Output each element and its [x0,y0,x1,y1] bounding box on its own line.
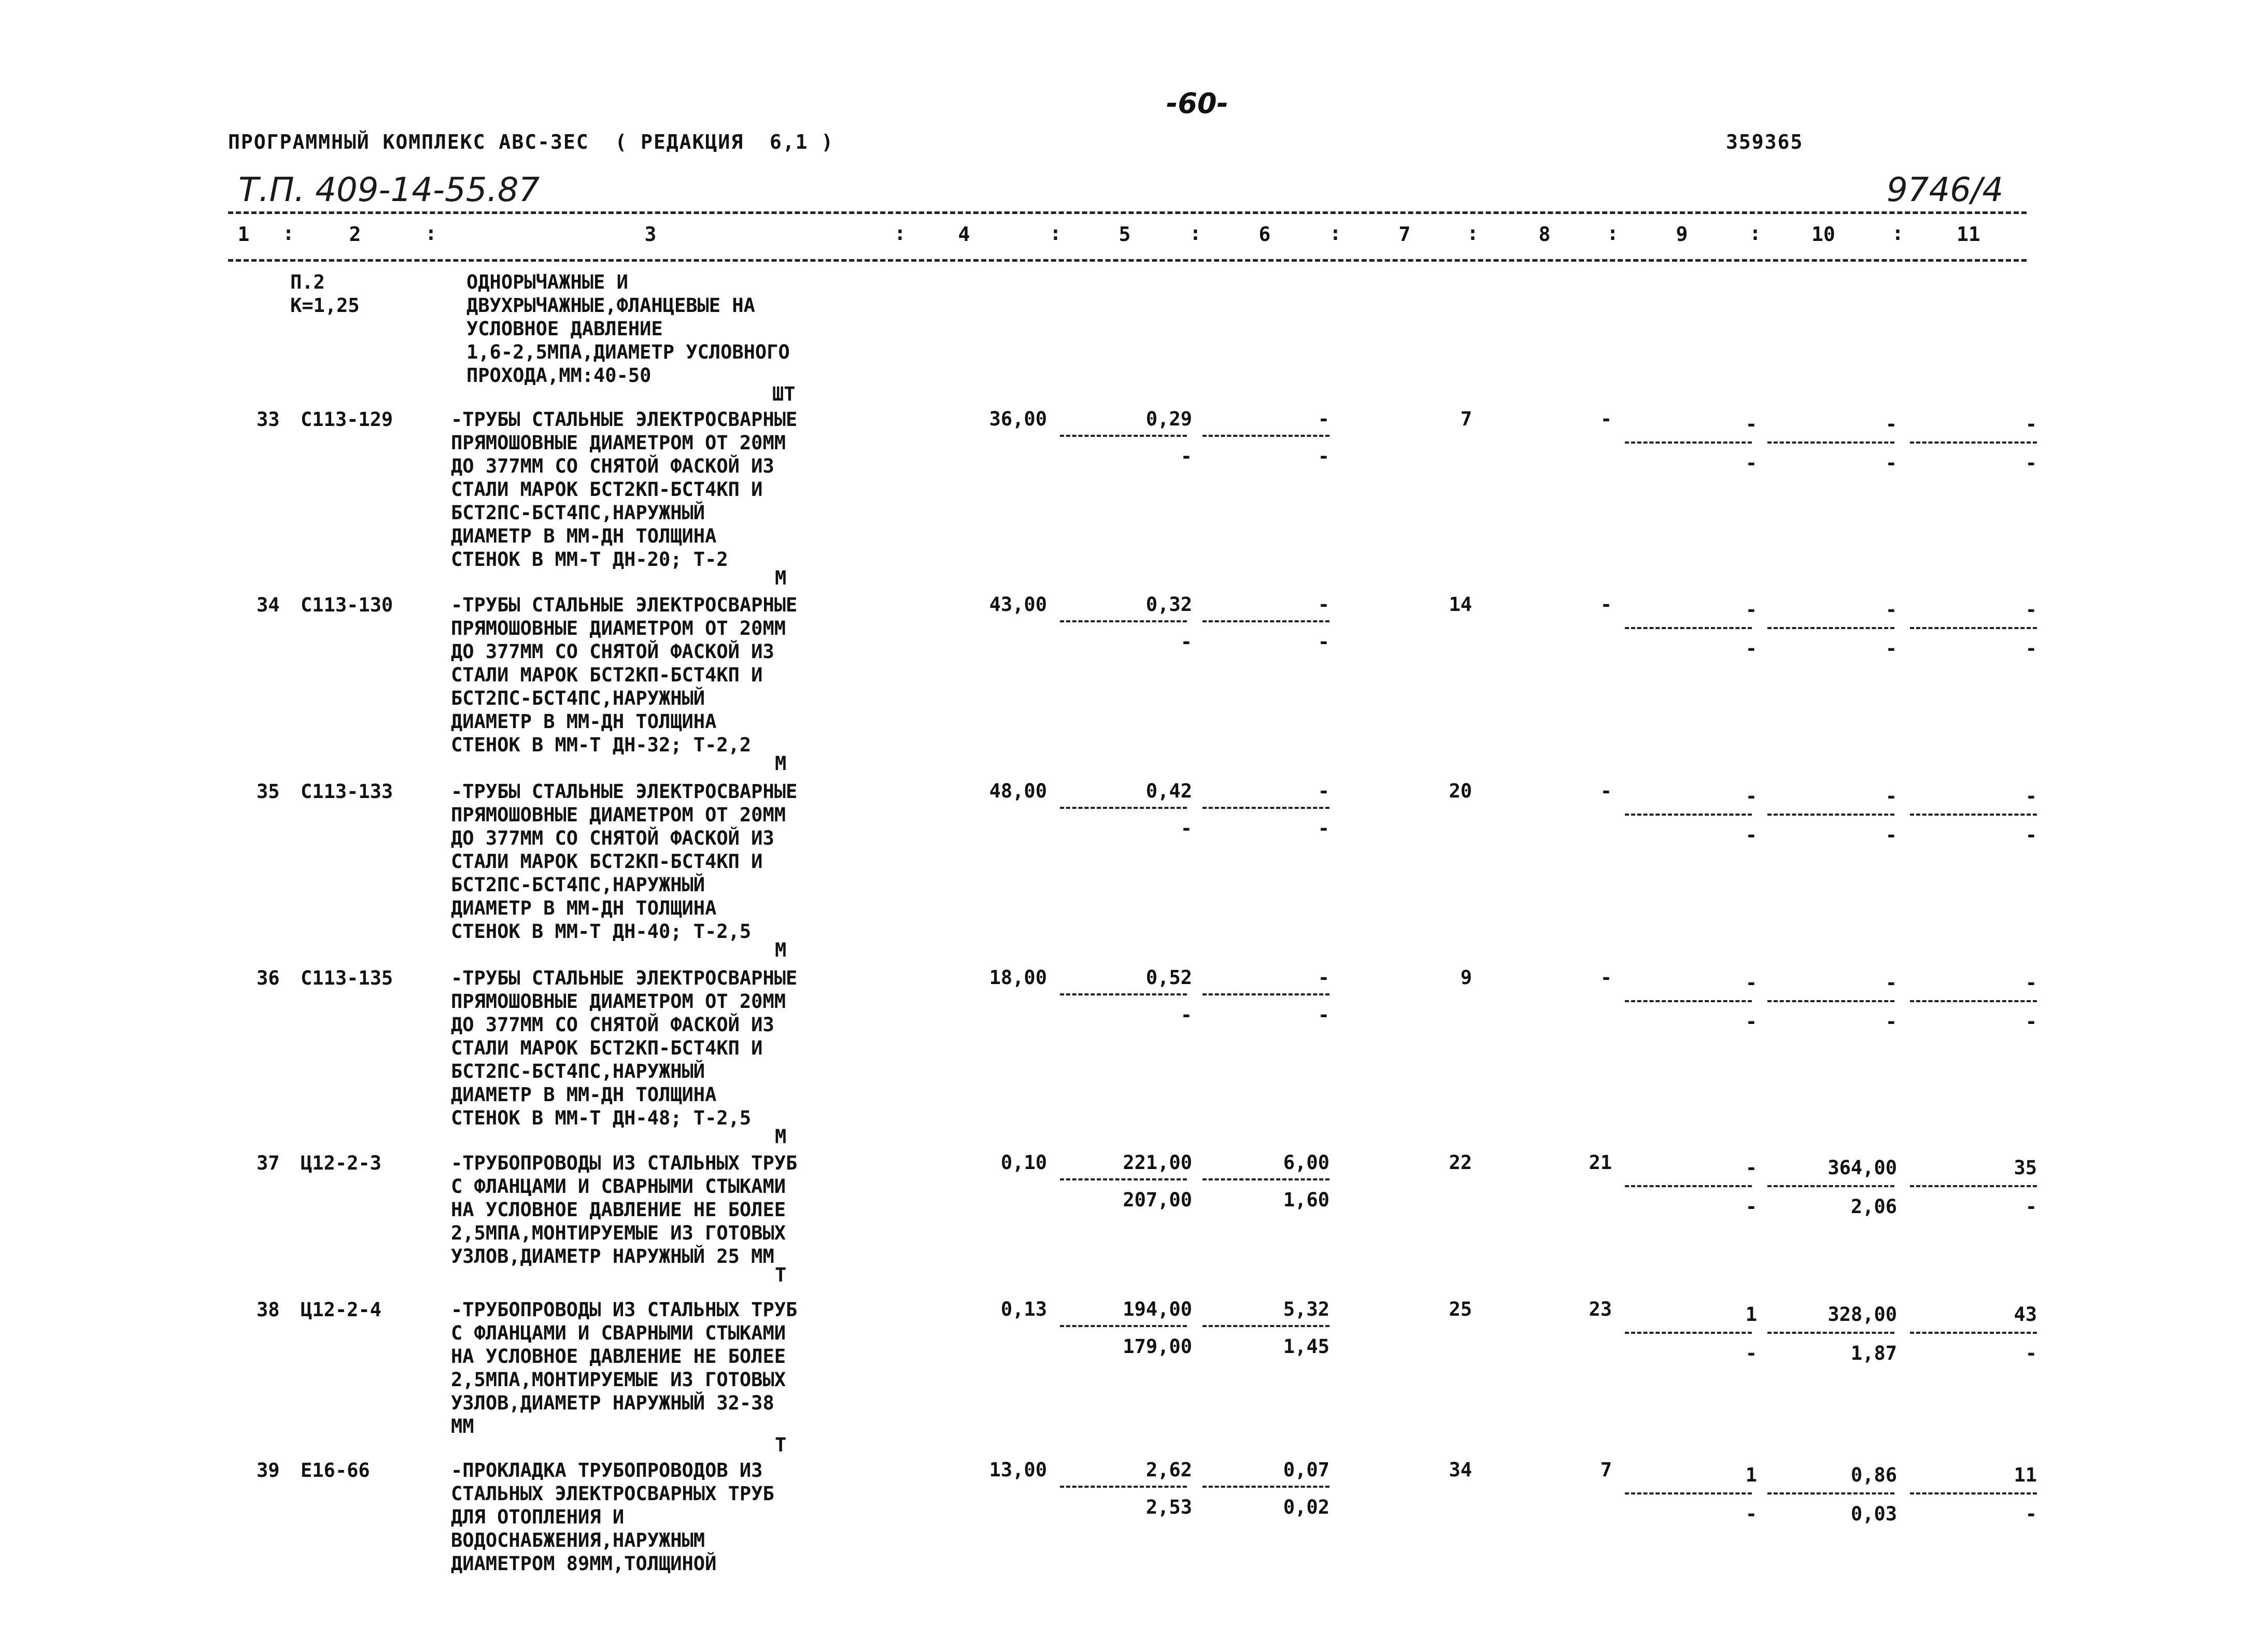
fraction-rule-col11 [1910,1000,2037,1002]
fraction-rule-col9 [1625,1185,1752,1187]
fraction-rule-col10 [1767,627,1894,629]
fraction-rule-col11 [1910,442,2037,444]
column-number: 1 [237,223,250,246]
row-code: С113-135 [301,967,393,989]
fraction-rule-col9 [1625,1332,1752,1334]
cell-col9: - [1745,785,1757,807]
cell-col6-denominator: - [1318,817,1329,839]
cell-col5-denominator: - [1180,817,1192,839]
cell-col10-denominator: - [1885,452,1897,474]
row-description-line: СТЕНОК В ММ-Т ДН-48; Т-2,5 [451,1107,752,1129]
row-description-line: -ТРУБЫ СТАЛЬНЫЕ ЭЛЕКТРОСВАРНЫЕ [451,408,798,431]
cell-col5: 221,00 [1123,1151,1192,1174]
column-number: 9 [1676,223,1688,246]
cell-col8: - [1600,966,1612,989]
row-description-line: ДО 377ММ СО СНЯТОЙ ФАСКОЙ ИЗ [451,455,774,477]
fraction-rule-col9 [1625,442,1752,444]
fraction-rule-col10 [1767,1000,1894,1002]
fraction-rule-col5 [1060,1486,1187,1488]
column-separator: : [894,222,906,245]
column-separator: : [1190,222,1201,245]
cell-col5: 2,62 [1145,1459,1192,1481]
cell-col11-denominator: - [2025,1503,2037,1525]
row-description-line: УЗЛОВ,ДИАМЕТР НАРУЖНЫЙ 32-38 [451,1392,774,1414]
column-number: 2 [349,223,361,246]
cell-col10: - [1885,599,1897,621]
row-code: Е16-66 [301,1459,370,1482]
cell-col9-denominator: - [1745,1195,1757,1218]
cell-col7: 25 [1449,1298,1472,1320]
fraction-rule-col11 [1910,627,2037,629]
program-title: ПРОГРАММНЫЙ КОМПЛЕКС АВС-ЗЕС ( РЕДАКЦИЯ 6,1 ) [228,131,834,153]
row-description-line: НА УСЛОВНОЕ ДАВЛЕНИЕ НЕ БОЛЕЕ [451,1199,786,1221]
row-number: 33 [257,408,280,431]
fraction-rule-col5 [1060,435,1187,437]
row-description-line: С ФЛАНЦАМИ И СВАРНЫМИ СТЫКАМИ [451,1175,786,1198]
cell-col10: 328,00 [1828,1303,1897,1326]
cell-col6: - [1318,408,1329,430]
row-description-line: ПРЯМОШОВНЫЕ ДИАМЕТРОМ ОТ 20ММ [451,617,786,639]
fraction-rule-col10 [1767,1492,1894,1494]
cell-col10-denominator: - [1885,824,1897,846]
cell-col5-denominator: - [1180,1004,1192,1026]
fraction-rule-col11 [1910,1185,2037,1187]
header-rule-bottom [228,259,2027,262]
column-number: 3 [644,223,657,246]
row-number: 36 [257,967,280,989]
row-description-line: СТАЛИ МАРОК БСТ2КП-БСТ4КП И [451,850,763,873]
row-code: Ц12-2-3 [301,1152,381,1174]
cell-col9: 1 [1745,1303,1757,1326]
row-description-line: СТЕНОК В ММ-Т ДН-40; Т-2,5 [451,920,752,943]
cell-col9-denominator: - [1745,824,1757,846]
cell-col8: 21 [1589,1151,1612,1174]
intro-unit: ШТ [772,383,796,405]
row-description-line: -ТРУБЫ СТАЛЬНЫЕ ЭЛЕКТРОСВАРНЫЕ [451,967,798,989]
fraction-rule-col6 [1202,620,1329,622]
cell-col6: - [1318,780,1329,802]
intro-description-line: УСЛОВНОЕ ДАВЛЕНИЕ [466,318,663,340]
column-separator: : [425,222,437,245]
cell-col10-denominator: 0,03 [1850,1503,1897,1525]
cell-col9: - [1745,599,1757,621]
cell-col9-denominator: - [1745,452,1757,474]
intro-description-line: ПРОХОДА,ММ:40-50 [466,364,652,387]
row-description-line: 2,5МПА,МОНТИРУЕМЫЕ ИЗ ГОТОВЫХ [451,1369,786,1391]
row-description-line: ДЛЯ ОТОПЛЕНИЯ И [451,1506,625,1528]
cell-col5-denominator: - [1180,445,1192,467]
cell-col5: 0,42 [1145,780,1192,802]
row-description-line: СТЕНОК В ММ-Т ДН-32; Т-2,2 [451,734,752,756]
fraction-rule-col10 [1767,1185,1894,1187]
cell-col5-denominator: - [1180,631,1192,653]
row-description-line: -ПРОКЛАДКА ТРУБОПРОВОДОВ ИЗ [451,1459,763,1482]
fraction-rule-col5 [1060,993,1187,995]
row-unit: Т [775,1434,787,1456]
cell-col7: 9 [1460,966,1472,989]
fraction-rule-col10 [1767,814,1894,816]
cell-col9: - [1745,972,1757,994]
cell-col9-denominator: - [1745,1010,1757,1033]
cell-col9: 1 [1745,1464,1757,1486]
fraction-rule-col6 [1202,1486,1329,1488]
cell-col9: - [1745,413,1757,435]
cell-col8: - [1600,593,1612,616]
column-number: 5 [1119,223,1131,246]
cell-col4: 43,00 [989,593,1047,616]
column-separator: : [1607,222,1619,245]
cell-col5: 194,00 [1123,1298,1192,1320]
cell-col9-denominator: - [1745,637,1757,660]
column-separator: : [1467,222,1479,245]
row-code: С113-133 [301,780,393,803]
row-description-line: ДИАМЕТР В ММ-ДН ТОЛЩИНА [451,710,717,733]
cell-col8: 23 [1589,1298,1612,1320]
fraction-rule-col9 [1625,814,1752,816]
fraction-rule-col5 [1060,807,1187,809]
row-description-line: -ТРУБОПРОВОДЫ ИЗ СТАЛЬНЫХ ТРУБ [451,1299,798,1321]
row-number: 39 [257,1459,280,1482]
intro-description-line: ДВУХРЫЧАЖНЫЕ,ФЛАНЦЕВЫЕ НА [466,294,755,317]
row-description-line: БСТ2ПС-БСТ4ПС,НАРУЖНЫЙ [451,502,705,524]
cell-col6: - [1318,593,1329,616]
cell-col11-denominator: - [2025,1010,2037,1033]
cell-col7: 22 [1449,1151,1472,1174]
cell-col11-denominator: - [2025,637,2037,660]
fraction-rule-col9 [1625,627,1752,629]
row-description-line: ПРЯМОШОВНЫЕ ДИАМЕТРОМ ОТ 20ММ [451,804,786,826]
column-number: 8 [1538,223,1551,246]
row-description-line: БСТ2ПС-БСТ4ПС,НАРУЖНЫЙ [451,1060,705,1083]
row-unit: М [775,1126,787,1148]
row-description-line: ПРЯМОШОВНЫЕ ДИАМЕТРОМ ОТ 20ММ [451,432,786,454]
cell-col6: 5,32 [1283,1298,1329,1320]
cell-col10: 364,00 [1828,1157,1897,1179]
column-number: 11 [1957,223,1980,246]
cell-col10: - [1885,972,1897,994]
cell-col11: 11 [2014,1464,2037,1486]
cell-col7: 14 [1449,593,1472,616]
cell-col4: 0,10 [1000,1151,1047,1174]
fraction-rule-col11 [1910,1332,2037,1334]
fraction-rule-col9 [1625,1000,1752,1002]
row-description-line: -ТРУБОПРОВОДЫ ИЗ СТАЛЬНЫХ ТРУБ [451,1152,798,1174]
cell-col9-denominator: - [1745,1342,1757,1364]
fraction-rule-col6 [1202,807,1329,809]
row-description-line: 2,5МПА,МОНТИРУЕМЫЕ ИЗ ГОТОВЫХ [451,1222,786,1244]
row-description-line: -ТРУБЫ СТАЛЬНЫЕ ЭЛЕКТРОСВАРНЫЕ [451,780,798,803]
column-separator: : [1749,222,1761,245]
header-rule-top [228,211,2027,214]
fraction-rule-col6 [1202,1325,1329,1327]
column-number: 6 [1258,223,1271,246]
row-description-line: НА УСЛОВНОЕ ДАВЛЕНИЕ НЕ БОЛЕЕ [451,1345,786,1368]
cell-col10-denominator: 2,06 [1850,1195,1897,1218]
fraction-rule-col6 [1202,1178,1329,1180]
column-separator: : [282,222,294,245]
row-description-line: ДО 377ММ СО СНЯТОЙ ФАСКОЙ ИЗ [451,640,774,663]
row-description-line: ММ [451,1415,474,1437]
cell-col10-denominator: - [1885,1010,1897,1033]
row-description-line: -ТРУБЫ СТАЛЬНЫЕ ЭЛЕКТРОСВАРНЫЕ [451,594,798,616]
row-description-line: ВОДОСНАБЖЕНИЯ,НАРУЖНЫМ [451,1529,705,1551]
cell-col5: 0,29 [1145,408,1192,430]
row-number: 35 [257,780,280,803]
fraction-rule-col6 [1202,993,1329,995]
row-description-line: СТАЛИ МАРОК БСТ2КП-БСТ4КП И [451,1037,763,1059]
row-description-line: ДИАМЕТР В ММ-ДН ТОЛЩИНА [451,897,717,919]
cell-col4: 13,00 [989,1459,1047,1481]
row-code: С113-130 [301,594,393,616]
fraction-rule-col10 [1767,442,1894,444]
cell-col4: 18,00 [989,966,1047,989]
cell-col8: 7 [1600,1459,1612,1481]
cell-col6-denominator: - [1318,445,1329,467]
cell-col11-denominator: - [2025,1342,2037,1364]
intro-description-line: 1,6-2,5МПА,ДИАМЕТР УСЛОВНОГО [466,341,790,363]
cell-col6: 6,00 [1283,1151,1329,1174]
cell-col11-denominator: - [2025,452,2037,474]
intro-code-line: К=1,25 [290,294,360,317]
cell-col6-denominator: 0,02 [1283,1496,1329,1518]
row-unit: М [775,752,787,775]
row-unit: М [775,567,787,589]
row-description-line: СТЕНОК В ММ-Т ДН-20; Т-2 [451,548,728,571]
row-description-line: ДИАМЕТР В ММ-ДН ТОЛЩИНА [451,1084,717,1106]
cell-col10-denominator: - [1885,637,1897,660]
row-description-line: ДО 377ММ СО СНЯТОЙ ФАСКОЙ ИЗ [451,1014,774,1036]
row-description-line: ДО 377ММ СО СНЯТОЙ ФАСКОЙ ИЗ [451,827,774,849]
cell-col7: 20 [1449,780,1472,802]
column-separator: : [1050,222,1061,245]
fraction-rule-col10 [1767,1332,1894,1334]
row-description-line: БСТ2ПС-БСТ4ПС,НАРУЖНЫЙ [451,874,705,896]
row-unit: Т [775,1264,787,1286]
fraction-rule-col9 [1625,1492,1752,1494]
cell-col11: 35 [2014,1157,2037,1179]
column-number: 7 [1398,223,1411,246]
cell-col6: 0,07 [1283,1459,1329,1481]
column-number: 10 [1811,223,1835,246]
column-separator: : [1329,222,1341,245]
row-code: С113-129 [301,408,393,431]
cell-col11-denominator: - [2025,1195,2037,1218]
row-number: 38 [257,1299,280,1321]
cell-col4: 36,00 [989,408,1047,430]
row-description-line: ДИАМЕТРОМ 89ММ,ТОЛЩИНОЙ [451,1553,717,1575]
cell-col6-denominator: - [1318,1004,1329,1026]
row-unit: М [775,939,787,961]
fraction-rule-col11 [1910,814,2037,816]
fraction-rule-col5 [1060,620,1187,622]
row-description-line: БСТ2ПС-БСТ4ПС,НАРУЖНЫЙ [451,687,705,709]
column-separator: : [1892,222,1904,245]
cell-col7: 7 [1460,408,1472,430]
row-description-line: С ФЛАНЦАМИ И СВАРНЫМИ СТЫКАМИ [451,1322,786,1344]
row-number: 37 [257,1152,280,1174]
fraction-rule-col6 [1202,435,1329,437]
cell-col4: 48,00 [989,780,1047,802]
row-description-line: ПРЯМОШОВНЫЕ ДИАМЕТРОМ ОТ 20ММ [451,990,786,1013]
row-code: Ц12-2-4 [301,1299,381,1321]
fraction-rule-col5 [1060,1325,1187,1327]
row-description-line: СТАЛИ МАРОК БСТ2КП-БСТ4КП И [451,478,763,501]
cell-col5: 0,32 [1145,593,1192,616]
row-description-line: СТАЛИ МАРОК БСТ2КП-БСТ4КП И [451,664,763,686]
row-number: 34 [257,594,280,616]
cell-col4: 0,13 [1000,1298,1047,1320]
cell-col8: - [1600,780,1612,802]
cell-col10: 0,86 [1850,1464,1897,1486]
handwritten-reference: Т.П. 409-14-55.87 [238,171,540,209]
fraction-rule-col11 [1910,1492,2037,1494]
cell-col10: - [1885,785,1897,807]
intro-description-line: ОДНОРЫЧАЖНЫЕ И [466,271,628,293]
cell-col6-denominator: 1,60 [1283,1189,1329,1211]
document-code: 359365 [1726,131,1804,153]
cell-col5-denominator: 179,00 [1123,1335,1192,1358]
cell-col10: - [1885,413,1897,435]
cell-col9: - [1745,1157,1757,1179]
cell-col11: 43 [2014,1303,2037,1326]
cell-col8: - [1600,408,1612,430]
row-description-line: ДИАМЕТР В ММ-ДН ТОЛЩИНА [451,525,717,547]
cell-col6-denominator: 1,45 [1283,1335,1329,1358]
cell-col11: - [2025,972,2037,994]
fraction-rule-col5 [1060,1178,1187,1180]
cell-col7: 34 [1449,1459,1472,1481]
cell-col10-denominator: 1,87 [1850,1342,1897,1364]
page-number: -60- [1166,87,1228,120]
cell-col11-denominator: - [2025,824,2037,846]
cell-col9-denominator: - [1745,1503,1757,1525]
cell-col5-denominator: 207,00 [1123,1189,1192,1211]
cell-col6-denominator: - [1318,631,1329,653]
column-number: 4 [958,223,970,246]
intro-code-line: П.2 [290,271,325,293]
row-description-line: УЗЛОВ,ДИАМЕТР НАРУЖНЫЙ 25 ММ [451,1245,774,1268]
cell-col11: - [2025,413,2037,435]
cell-col6: - [1318,966,1329,989]
cell-col5: 0,52 [1145,966,1192,989]
cell-col11: - [2025,785,2037,807]
row-description-line: СТАЛЬНЫХ ЭЛЕКТРОСВАРНЫХ ТРУБ [451,1483,774,1505]
handwritten-sheet-number: 9746/4 [1887,171,2004,209]
cell-col11: - [2025,599,2037,621]
cell-col5-denominator: 2,53 [1145,1496,1192,1518]
